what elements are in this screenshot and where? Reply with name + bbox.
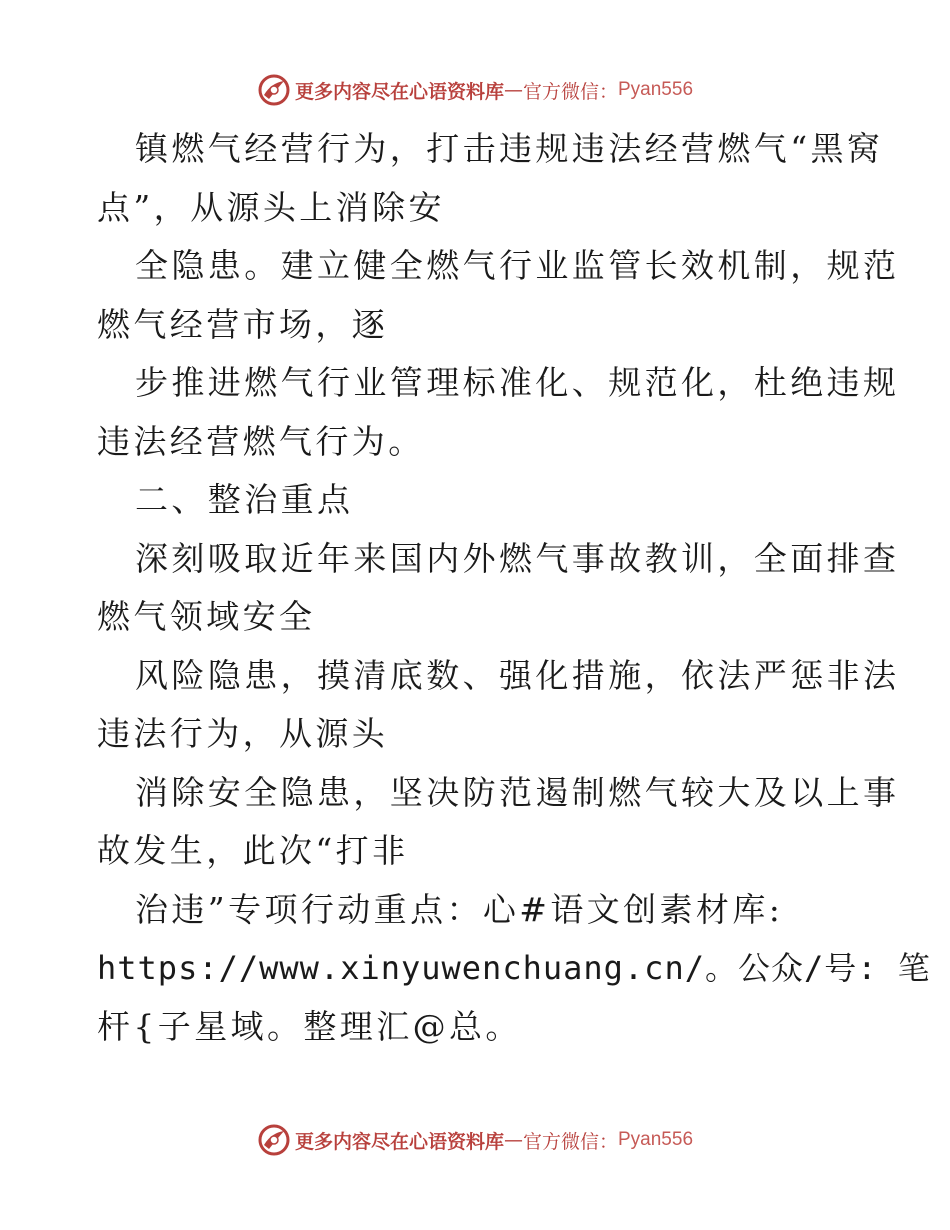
logo-icon xyxy=(257,73,291,107)
document-body xyxy=(97,120,931,1056)
wechat-label: 官方微信： xyxy=(522,1130,618,1153)
wechat-label: 官方微信： xyxy=(522,80,618,103)
separator-dash: — xyxy=(503,79,523,101)
text-line: 深刻吸取近年来国内外燃气事故教训，全面排查 xyxy=(135,538,900,578)
wechat-id: Pyan556 xyxy=(618,79,694,100)
text-line: 违法经营燃气行为。 xyxy=(97,421,425,461)
text-line: 治违”专项行动重点：心#语文创素材库: xyxy=(135,889,784,929)
text-line: https://www.xinyuwenchuang.cn/。公众/号: 笔 xyxy=(97,949,931,987)
header-banner xyxy=(0,70,950,110)
text-line: 风险隐患，摸清底数、强化措施，依法严惩非法 xyxy=(135,655,900,695)
text-line: 点”，从源头上消除安 xyxy=(97,187,445,227)
text-line: 全隐患。建立健全燃气行业监管长效机制，规范 xyxy=(135,246,900,285)
text-line: 杆{子星域。整理汇@总。 xyxy=(97,1006,522,1046)
text-line: 步推进燃气行业管理标准化、规范化，杜绝违规 xyxy=(135,363,900,402)
separator-dash: — xyxy=(503,1129,523,1151)
text-line: 违法行为，从源头 xyxy=(97,714,389,753)
logo-icon xyxy=(257,1123,291,1157)
text-line: 故发生，此次“打非 xyxy=(97,831,409,870)
text-line: 镇燃气经营行为，打击违规违法经营燃气“黑窝 xyxy=(135,129,884,168)
text-line: 燃气领域安全 xyxy=(97,597,316,636)
wechat-id: Pyan556 xyxy=(618,1129,694,1150)
site-name: 更多内容尽在心语资料库 xyxy=(294,1130,504,1153)
text-line: 二、整治重点 xyxy=(135,480,354,519)
footer-banner xyxy=(0,1120,950,1160)
text-line: 燃气经营市场，逐 xyxy=(97,304,389,344)
site-name: 更多内容尽在心语资料库 xyxy=(294,80,504,103)
text-line: 消除安全隐患，坚决防范遏制燃气较大及以上事 xyxy=(135,772,900,812)
